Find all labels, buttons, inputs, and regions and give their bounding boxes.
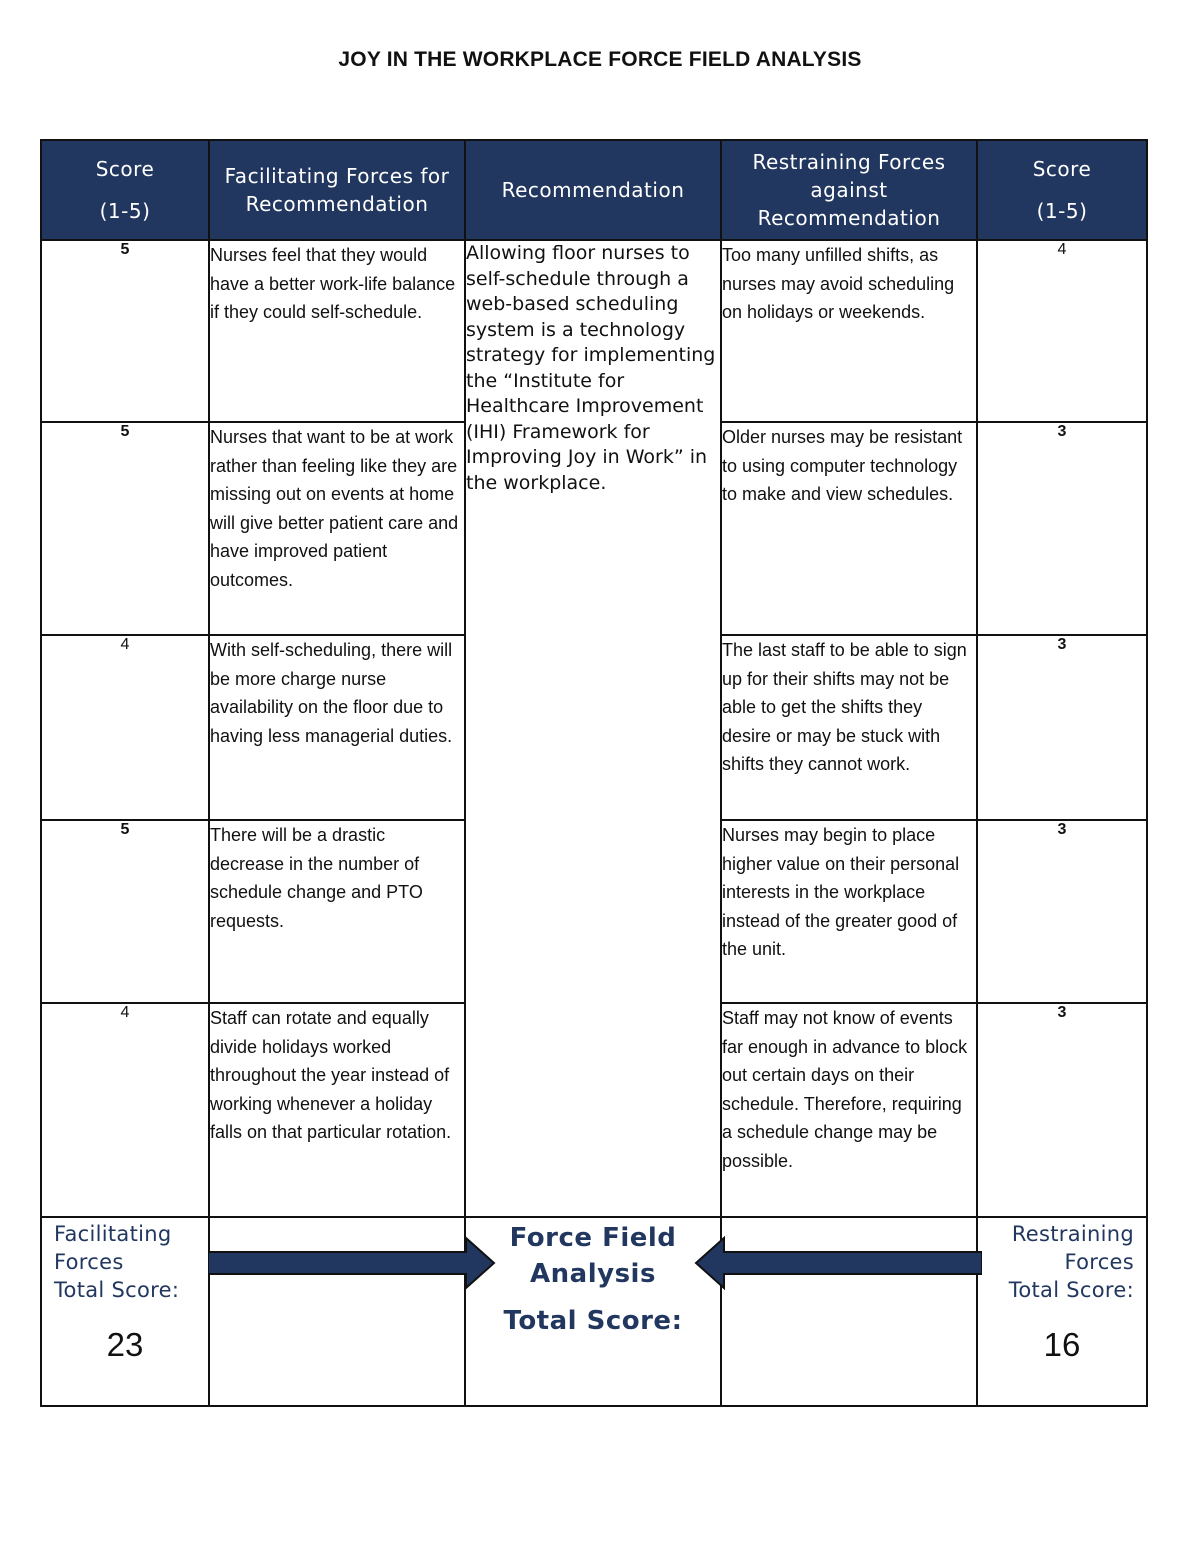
facilitating-score: 5 xyxy=(41,820,209,1003)
force-field-table xyxy=(40,139,1148,1407)
facilitating-force: With self-scheduling, there will be more charge nurse availability on the floor due to having less managerial duties. xyxy=(209,635,465,820)
facilitating-score: 5 xyxy=(41,240,209,422)
restraining-score: 3 xyxy=(977,422,1147,635)
facilitating-total-label: Facilitating Forces Total Score: xyxy=(54,1222,180,1302)
restraining-total-label: Restraining Forces Total Score: xyxy=(1008,1222,1134,1302)
restraining-force: Staff may not know of events far enough in advance to block out certain days on their schedule. Therefore, requiring a schedule change may be possible. xyxy=(721,1003,977,1217)
restraining-arrow-cell xyxy=(721,1217,977,1406)
recommendation-text: Allowing floor nurses to self-schedule through a web-based scheduling system is a technology strategy for implementing the “Institute for Healthcare Improvement (IHI) Framework for Improving Joy in Work” in the workplace. xyxy=(465,240,721,1217)
header-row xyxy=(41,140,1147,240)
force-field-title: Force Field Analysis xyxy=(509,1223,677,1289)
facilitating-arrow-cell xyxy=(209,1217,465,1406)
header-facilitating: Facilitating Forces for Recommendation xyxy=(209,140,465,240)
header-recommendation: Recommendation xyxy=(465,140,721,240)
facilitating-score: 4 xyxy=(41,635,209,820)
facilitating-force: Nurses that want to be at work rather than feeling like they are missing out on events at home will give better patient care and have improved patient outcomes. xyxy=(209,422,465,635)
restraining-force: Older nurses may be resistant to using computer technology to make and view schedules. xyxy=(721,422,977,635)
arrow-right-icon xyxy=(208,1234,498,1292)
restraining-score: 3 xyxy=(977,1003,1147,1217)
facilitating-force: Staff can rotate and equally divide holidays worked throughout the year instead of working whenever a holiday falls on that particular rotation. xyxy=(209,1003,465,1217)
facilitating-score: 4 xyxy=(41,1003,209,1217)
header-score-right: Score (1-5) xyxy=(977,140,1147,240)
facilitating-score: 5 xyxy=(41,422,209,635)
header-score-left: Score (1-5) xyxy=(41,140,209,240)
table-row xyxy=(41,240,1147,422)
facilitating-force: There will be a drastic decrease in the number of schedule change and PTO requests. xyxy=(209,820,465,1003)
facilitating-total-value: 23 xyxy=(106,1326,144,1363)
document-title: JOY IN THE WORKPLACE FORCE FIELD ANALYSIS xyxy=(338,48,862,71)
arrow-left-icon xyxy=(692,1234,982,1292)
facilitating-force: Nurses feel that they would have a better work-life balance if they could self-schedule. xyxy=(209,240,465,422)
force-field-total-label: Total Score: xyxy=(503,1306,683,1336)
restraining-total-value: 16 xyxy=(1043,1326,1081,1363)
restraining-force: Too many unfilled shifts, as nurses may avoid scheduling on holidays or weekends. xyxy=(721,240,977,422)
facilitating-total-cell xyxy=(41,1217,209,1406)
restraining-force: Nurses may begin to place higher value on their personal interests in the workplace instead of the greater good of the unit. xyxy=(721,820,977,1003)
header-restraining: Restraining Forces against Recommendation xyxy=(721,140,977,240)
restraining-score: 3 xyxy=(977,820,1147,1003)
restraining-score: 3 xyxy=(977,635,1147,820)
restraining-force: The last staff to be able to sign up for their shifts may not be able to get the shifts they desire or may be stuck with shifts they cannot work. xyxy=(721,635,977,820)
force-field-total-cell xyxy=(465,1217,721,1406)
restraining-total-cell xyxy=(977,1217,1147,1406)
totals-row xyxy=(41,1217,1147,1406)
restraining-score: 4 xyxy=(977,240,1147,422)
